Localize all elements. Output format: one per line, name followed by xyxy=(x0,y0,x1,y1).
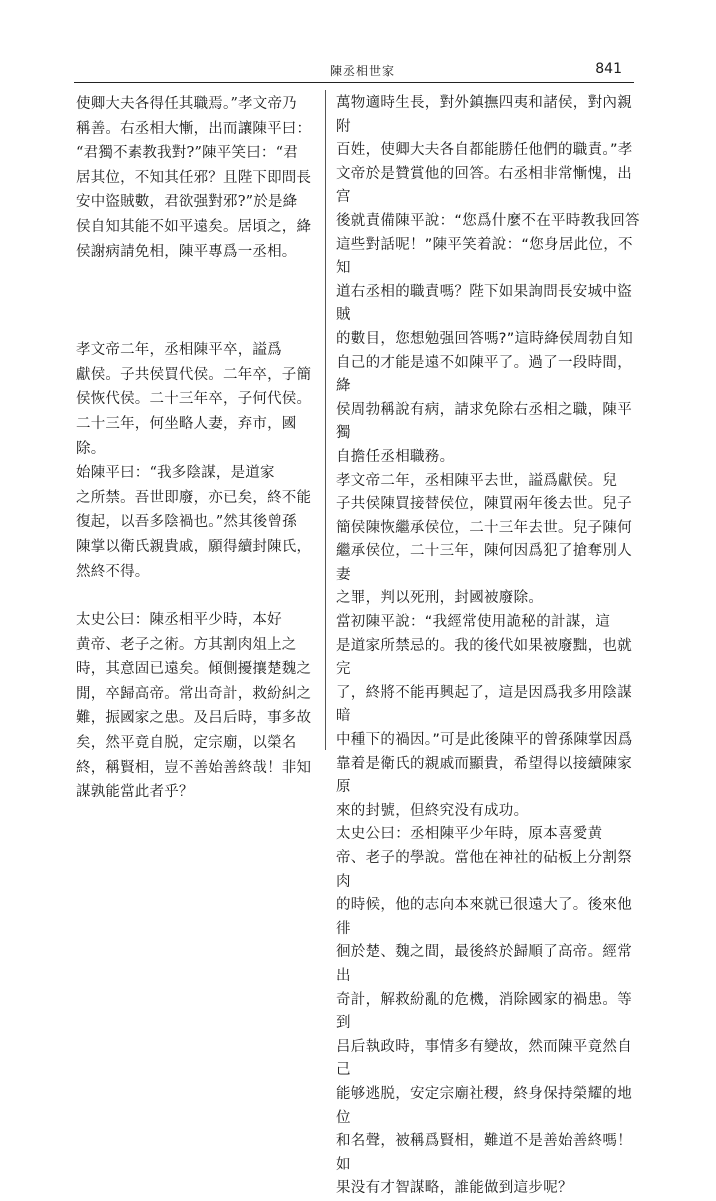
classical-paragraph-2: 孝文帝二年，丞相陳平卒，謚爲 獻侯。子共侯買代侯。二年卒，子簡 侯恢代侯。二十三年卒，子何代侯。 二十三年，何坐略人妻，弃市，國 除。 xyxy=(76,342,312,457)
classical-paragraph-4: 太史公曰：陳丞相平少時，本好 黄帝、老子之術。方其割肉俎上之 時，其意固已遠矣。傾側擾攘楚魏之 閒，卒歸高帝。常出奇計，救紛糾之 難，振國家之患。及吕后時，事多故 矣，然平竟自脱，定宗廟，以榮名 終，稱賢相，豈不善始善終哉！非知 謀孰能當此者乎？ xyxy=(76,612,312,801)
translation-column xyxy=(336,92,646,1201)
spacer xyxy=(76,264,312,338)
chapter-title: 陳丞相世家 xyxy=(330,64,396,78)
running-header xyxy=(74,58,646,82)
page-number: 841 xyxy=(595,61,622,77)
translation-paragraph-3: 當初陳平說：“我經常使用詭秘的計謀，這 是道家所禁忌的。我的後代如果被廢黜，也就完 了，終將不能再興起了，這是因爲我多用陰謀暗 中種下的禍因。”可是此後陳平的曾孫陳掌因爲 靠着是衛氏的親戚而顯貴，希望得以接續陳家原 來的封號，但終究没有成功。 xyxy=(336,614,633,819)
classical-paragraph-1: 使卿大夫各得任其職焉。”孝文帝乃 稱善。右丞相大慚，出而讓陳平曰： “君獨不素教我對?”陳平笑曰：“君 居其位，不知其任邪？且陛下即問長 安中盜賊數，君欲强對邪?”於是絳 侯自知其能不如平遠矣。居頃之，絳 侯謝病請免相，陳平專爲一丞相。 xyxy=(76,96,312,260)
classical-text-column xyxy=(76,92,312,805)
translation-paragraph-4: 太史公曰：丞相陳平少年時，原本喜愛黄 帝、老子的學說。當他在神社的砧板上分割祭肉 的時候，他的志向本來就已很遠大了。後來他徘 徊於楚、魏之間，最後終於歸順了高帝。經常出 奇計，解救紛亂的危機，消除國家的禍患。等到 吕后執政時，事情多有變故，然而陳平竟然自己 能够逃脱，安定宗廟社稷，終身保持榮耀的地位 和名聲，被稱爲賢相，難道不是善始善終嗎！如 果没有才智謀略，誰能做到這步呢？ xyxy=(336,826,632,1197)
translation-paragraph-2: 孝文帝二年，丞相陳平去世，謚爲獻侯。兒 子共侯陳買接替侯位，陳買兩年後去世。兒子 簡侯陳恢繼承侯位，二十三年去世。兒子陳何 繼承侯位，二十三年，陳何因爲犯了搶奪別人妻 之罪，判以死刑，封國被廢除。 xyxy=(336,472,632,607)
header-rule xyxy=(74,82,634,83)
translation-paragraph-1: 萬物適時生長，對外鎮撫四夷和諸侯，對內親附 百姓，使卿大夫各自都能勝任他們的職責。”孝 文帝於是贊賞他的回答。右丞相非常慚愧，出宫 後就責備陳平說：“您爲什麼不在平時教我回答 這些對話呢！”陳平笑着說：“您身居此位，不知 道右丞相的職責嗎？陛下如果詢問長安城中盜賊 的數目，您想勉强回答嗎?”這時絳侯周勃自知 自己的才能是遠不如陳平了。過了一段時間，絳 侯周勃稱說有病，請求免除右丞相之職，陳平獨 自擔任丞相職務。 xyxy=(336,95,640,465)
spacer xyxy=(76,584,312,608)
column-divider xyxy=(325,90,326,750)
classical-paragraph-3: 始陳平曰：“我多陰謀，是道家 之所禁。吾世即廢，亦已矣，終不能 復起，以吾多陰禍也。”然其後曾孫 陳掌以衛氏親貴戚，願得續封陳氏， 然終不得。 xyxy=(76,465,312,580)
